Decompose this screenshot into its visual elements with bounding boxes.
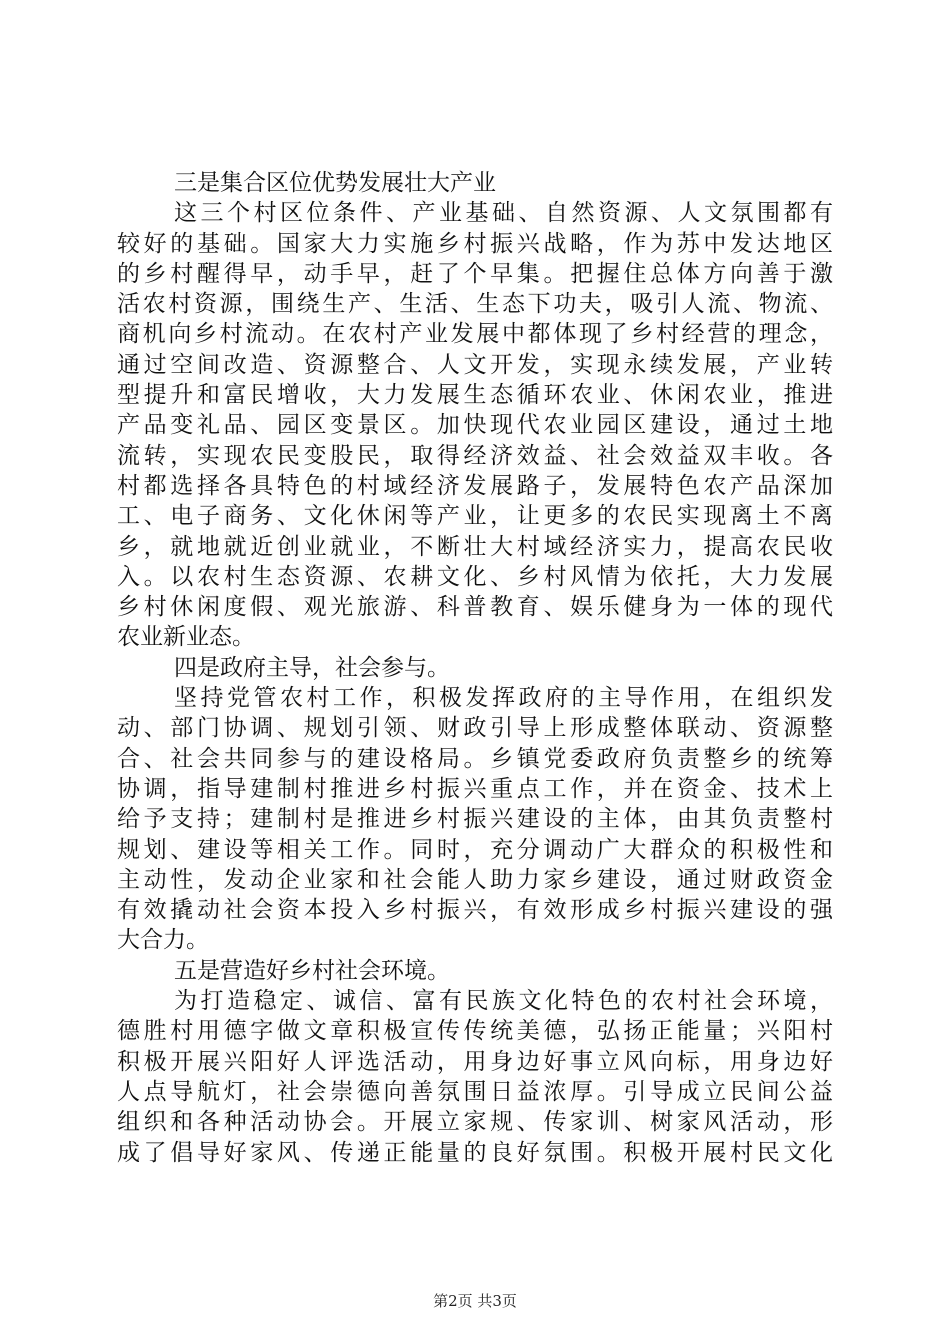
text-line: 产品变礼品、园区变景区。加快现代农业园区建设，通过土地: [117, 412, 833, 439]
text-line: 活农村资源，围绕生产、生活、生态下功夫，吸引人流、物流、: [117, 291, 833, 318]
text-line: 流转，实现农民变股民，取得经济效益、社会效益双丰收。各: [117, 442, 833, 469]
text-line: 有效撬动社会资本投入乡村振兴，有效形成乡村振兴建设的强: [117, 897, 833, 924]
text-line: 组织和各种活动协会。开展立家规、传家训、树家风活动，形: [117, 1109, 833, 1136]
body-text: [117, 168, 833, 1168]
text-line: 为打造稳定、诚信、富有民族文化特色的农村社会环境，: [174, 988, 833, 1015]
text-line: 人点导航灯，社会崇德向善氛围日益浓厚。引导成立民间公益: [117, 1078, 833, 1105]
text-line: 这三个村区位条件、产业基础、自然资源、人文氛围都有: [174, 200, 833, 227]
text-line: 村都选择各具特色的村域经济发展路子，发展特色农产品深加: [117, 472, 833, 499]
text-line: 乡，就地就近创业就业，不断壮大村域经济实力，提高农民收: [117, 533, 833, 560]
text-line: 工、电子商务、文化休闲等产业，让更多的农民实现离土不离: [117, 503, 833, 530]
text-line: 商机向乡村流动。在农村产业发展中都体现了乡村经营的理念，: [117, 321, 833, 348]
text-line: 大合力。: [117, 927, 209, 954]
text-line: 协调，指导建制村推进乡村振兴重点工作，并在资金、技术上: [117, 775, 833, 802]
text-line: 成了倡导好家风、传递正能量的良好氛围。积极开展村民文化: [117, 1139, 833, 1166]
text-line: 积极开展兴阳好人评选活动，用身边好事立风向标，用身边好: [117, 1048, 833, 1075]
text-line: 给予支持；建制村是推进乡村振兴建设的主体，由其负责整村: [117, 806, 833, 833]
text-line: 型提升和富民增收，大力发展生态循环农业、休闲农业，推进: [117, 382, 833, 409]
text-line: 主动性，发动企业家和社会能人助力家乡建设，通过财政资金: [117, 866, 833, 893]
text-line: 合、社会共同参与的建设格局。乡镇党委政府负责整乡的统筹: [117, 745, 833, 772]
text-line: 农业新业态。: [117, 624, 255, 651]
text-line: 乡村休闲度假、观光旅游、科普教育、娱乐健身为一体的现代: [117, 594, 833, 621]
text-line: 入。以农村生态资源、农耕文化、乡村风情为依托，大力发展: [117, 563, 833, 590]
text-line: 四是政府主导，社会参与。: [174, 654, 450, 681]
text-line: 规划、建设等相关工作。同时，充分调动广大群众的积极性和: [117, 836, 833, 863]
text-line: 通过空间改造、资源整合、人文开发，实现永续发展，产业转: [117, 351, 833, 378]
text-line: 三是集合区位优势发展壮大产业: [174, 170, 496, 196]
text-line: 的乡村醒得早，动手早，赶了个早集。把握住总体方向善于激: [117, 260, 833, 287]
text-line: 动、部门协调、规划引领、财政引导上形成整体联动、资源整: [117, 715, 833, 742]
text-line: 德胜村用德字做文章积极宣传传统美德，弘扬正能量；兴阳村: [117, 1018, 833, 1045]
text-line: 较好的基础。国家大力实施乡村振兴战略，作为苏中发达地区: [117, 230, 833, 257]
page-footer: 第2页 共3页: [433, 1292, 517, 1310]
text-line: 五是营造好乡村社会环境。: [174, 957, 450, 984]
text-line: 坚持党管农村工作，积极发挥政府的主导作用，在组织发: [174, 685, 833, 712]
